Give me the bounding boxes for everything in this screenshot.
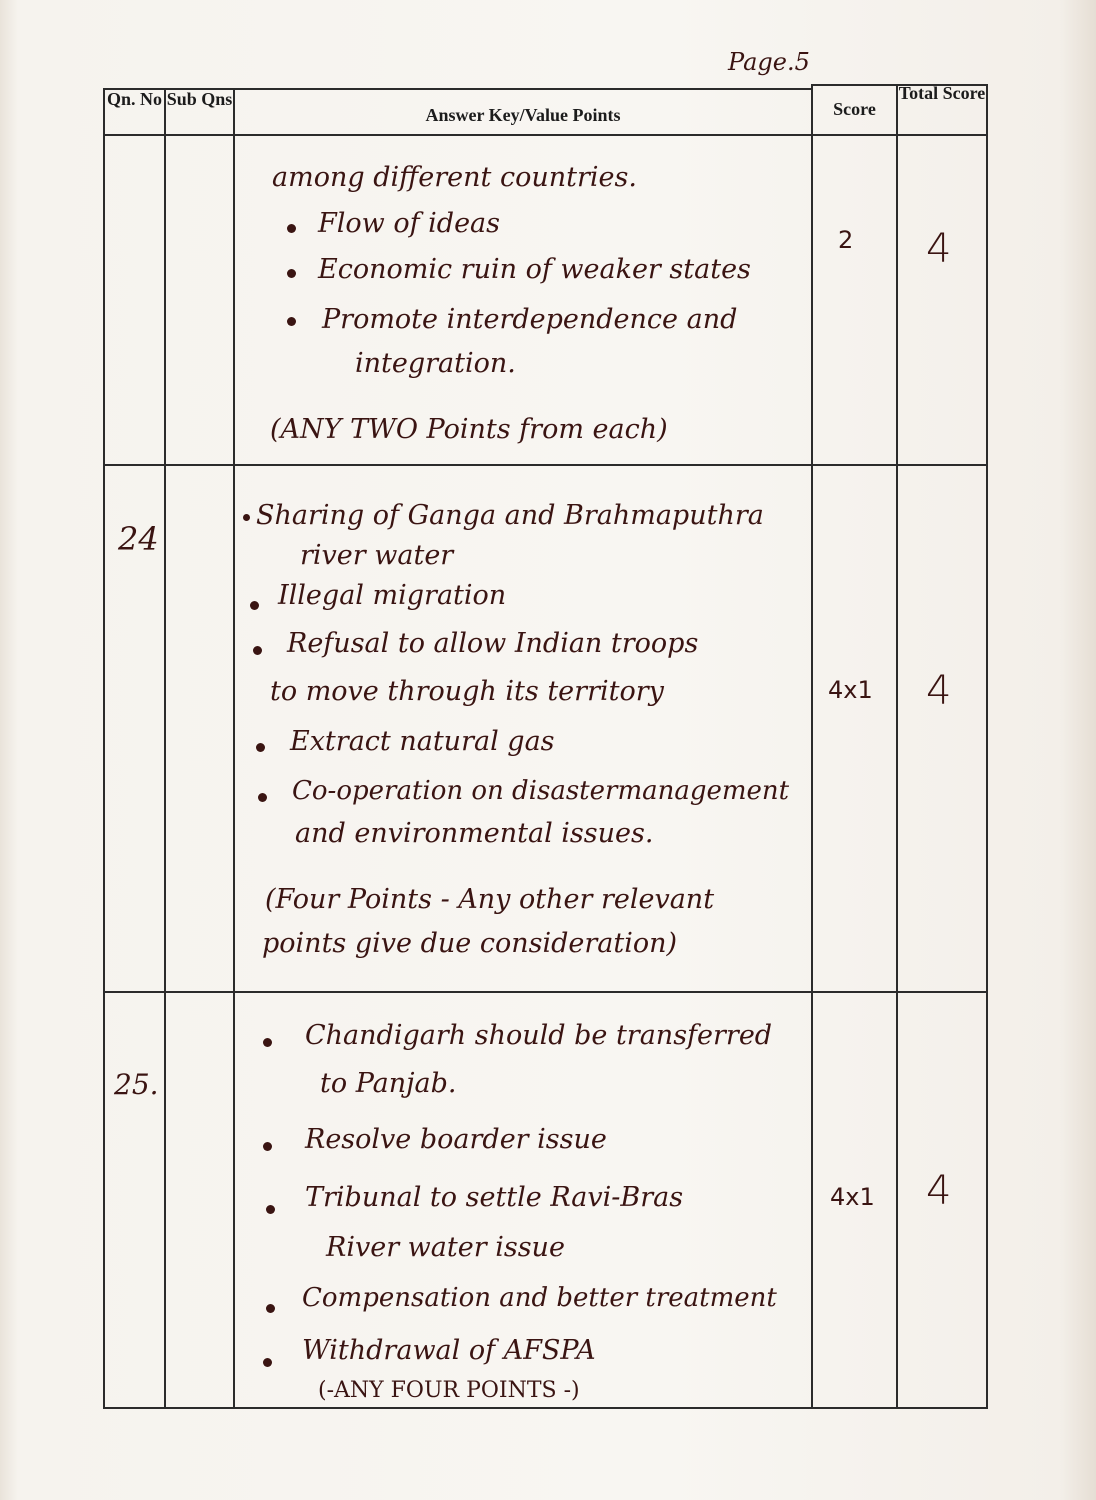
bullet-icon <box>287 317 296 326</box>
col-border-score <box>896 84 898 1409</box>
bullet-icon <box>263 1038 272 1047</box>
col-border-sub <box>233 88 235 1409</box>
bullet-icon <box>253 646 262 655</box>
answer-line: Extract natural gas <box>290 726 555 757</box>
answer-note: (-ANY FOUR POINTS -) <box>318 1378 580 1403</box>
score-value: 4x1 <box>828 676 873 704</box>
answer-line: Refusal to allow Indian troops <box>287 628 699 659</box>
header-score: Score <box>833 99 876 119</box>
answer-line: Resolve boarder issue <box>305 1124 607 1155</box>
bullet-icon <box>263 1358 272 1367</box>
col-border-answer <box>811 84 813 1409</box>
answer-line: Compensation and better treatment <box>302 1283 777 1313</box>
header-total-score: Total Score <box>898 83 986 103</box>
answer-note: (ANY TWO Points from each) <box>270 414 668 445</box>
header-bottom-border <box>103 134 988 136</box>
row-divider-2 <box>103 991 988 993</box>
question-number: 24 <box>118 520 159 558</box>
bullet-icon <box>287 269 296 278</box>
score-value: 2 <box>838 226 854 254</box>
answer-line: Illegal migration <box>278 580 507 611</box>
total-score-value: 4 <box>926 668 952 714</box>
answer-note: (Four Points - Any other relevant <box>265 884 715 915</box>
question-number: 25. <box>114 1068 159 1101</box>
answer-note: points give due consideration) <box>262 928 678 959</box>
answer-line: Economic ruin of weaker states <box>318 254 751 285</box>
answer-line: Flow of ideas <box>318 208 500 239</box>
answer-line: Co-operation on disastermanagement <box>292 776 790 806</box>
answer-line: to move through its territory <box>270 676 664 707</box>
bullet-icon <box>266 1304 275 1313</box>
total-score-value: 4 <box>926 1168 952 1214</box>
row-divider-1 <box>103 464 988 466</box>
answer-line: Chandigarh should be transferred <box>305 1020 773 1051</box>
answer-line: river water <box>300 540 454 571</box>
col-border-left <box>103 88 105 1409</box>
score-value: 4x1 <box>830 1183 875 1211</box>
header-sub-qns: Sub Qns <box>166 89 233 109</box>
answer-line: to Panjab. <box>320 1068 457 1099</box>
header-answer-key: Answer Key/Value Points <box>425 105 621 125</box>
total-score-value: 4 <box>926 226 952 272</box>
col-border-qn <box>164 88 166 1409</box>
header-qn-no: Qn. No <box>106 89 162 109</box>
bullet-icon <box>258 793 267 802</box>
col-border-right <box>986 84 988 1409</box>
answer-line: Sharing of Ganga and Brahmaputhra <box>256 500 764 531</box>
answer-line: Withdrawal of AFSPA <box>302 1335 596 1366</box>
answer-line: integration. <box>355 348 516 379</box>
bullet-icon <box>256 743 265 752</box>
bullet-icon <box>243 514 250 521</box>
answer-line: River water issue <box>326 1232 565 1263</box>
bullet-icon <box>250 601 259 610</box>
bullet-icon <box>263 1142 272 1151</box>
bullet-icon <box>266 1205 275 1214</box>
answer-line: Tribunal to settle Ravi-Bras <box>305 1182 684 1213</box>
answer-line: Promote interdependence and <box>322 304 738 335</box>
table-bottom-border <box>103 1407 988 1409</box>
page-number: Page.5 <box>728 48 810 76</box>
answer-line: and environmental issues. <box>295 818 654 849</box>
answer-line: among different countries. <box>272 162 637 193</box>
bullet-icon <box>287 224 296 233</box>
